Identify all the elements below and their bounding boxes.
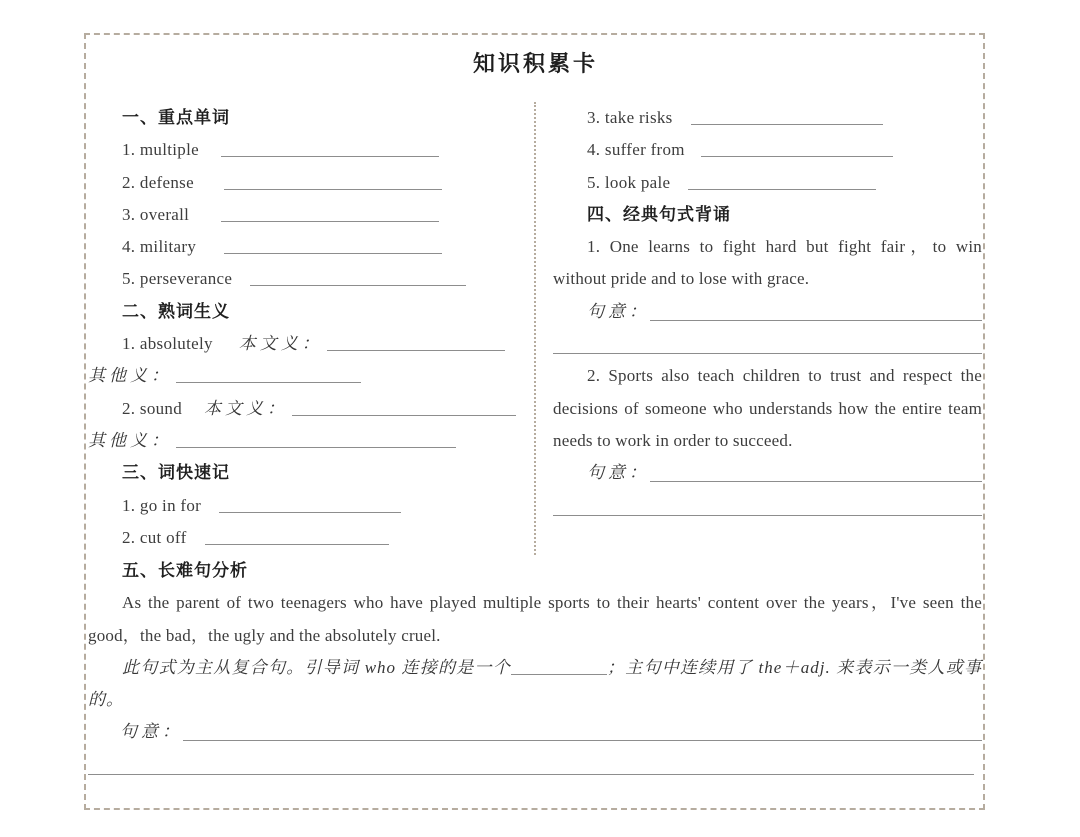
analysis-paragraph: [88, 652, 982, 717]
fill-blank: [221, 207, 439, 222]
fill-blank: [219, 498, 401, 513]
word-label: 1. multiple: [122, 140, 199, 160]
right-column: [534, 102, 983, 555]
fill-blank: [691, 110, 883, 125]
section-heading-long-sentence: [88, 555, 982, 587]
section-heading-label: 四、经典句式背诵: [587, 204, 731, 224]
extra-answer-row: [88, 749, 982, 781]
meaning-label: 句意：: [120, 722, 183, 742]
phrase-label: 3. take risks: [587, 108, 673, 127]
fill-blank-line: [553, 328, 982, 354]
polysemy-other: [88, 425, 534, 457]
this-text-label: 本文义：: [204, 398, 289, 418]
section-heading-label: 二、熟词生义: [122, 301, 230, 321]
fill-blank: [327, 336, 505, 351]
word-label: 1. absolutely: [122, 334, 213, 354]
other-meaning-label: 其他义：: [88, 430, 172, 450]
section-heading-key-words: [88, 102, 534, 134]
polysemy-item: [88, 328, 534, 360]
fill-blank-line: [88, 749, 974, 775]
section-heading-classic-sentences: [553, 199, 982, 231]
phrase-item: [553, 167, 982, 199]
section-heading-label: 一、重点单词: [122, 108, 230, 127]
word-item: [88, 134, 534, 166]
phrase-item: [88, 522, 534, 554]
long-sentence-analysis-section: [88, 555, 983, 781]
phrase-label: 4. suffer from: [587, 140, 685, 160]
analysis-suffix: ；主句中连续用了 the＋adj. 来表示一类人或事的。: [88, 657, 982, 710]
fill-blank: [250, 271, 466, 286]
fill-blank: [176, 433, 456, 448]
fill-blank-line: [650, 457, 982, 482]
this-text-label: 本文义：: [238, 334, 323, 354]
knowledge-card: [84, 33, 985, 810]
fill-blank: [701, 142, 893, 157]
other-meaning-label: 其他义：: [88, 366, 172, 386]
section-heading-polysemy: [88, 296, 534, 328]
two-column-area: [88, 102, 983, 555]
word-item: [88, 167, 534, 199]
section-heading-label: 三、词快速记: [122, 463, 230, 483]
word-item: [88, 263, 534, 295]
section-heading-word-chunks: [88, 457, 534, 489]
phrase-item: [553, 102, 982, 134]
fill-blank: [224, 175, 442, 190]
fill-blank: [688, 175, 876, 190]
word-label: 2. sound: [122, 398, 183, 418]
sentence-text: As the parent of two teenagers who have played multiple sports to their hearts' content over the years，I've seen the good，the bad，the ugly and the absolutely cruel.: [88, 593, 982, 645]
fill-blank-line: [553, 490, 982, 516]
meaning-label: 句意：: [587, 301, 650, 321]
classic-sentence-2: [553, 360, 982, 457]
polysemy-other: [88, 360, 534, 392]
meaning-label: 句意：: [587, 463, 650, 483]
extra-answer-row: [553, 328, 982, 360]
classic-sentence-1: [553, 231, 982, 296]
word-label: 3. overall: [122, 204, 190, 224]
word-label: 5. perseverance: [122, 269, 233, 289]
phrase-label: 1. go in for: [122, 495, 202, 515]
analyzed-sentence: [88, 587, 982, 652]
meaning-row: [553, 296, 982, 328]
phrase-label: 5. look pale: [587, 172, 671, 192]
meaning-row: [553, 457, 982, 489]
extra-answer-row: [553, 490, 982, 522]
section-heading-label: 五、长难句分析: [122, 561, 248, 580]
fill-blank: [224, 239, 442, 254]
fill-blank-line: [183, 716, 982, 741]
fill-blank: [511, 660, 607, 675]
word-label: 2. defense: [122, 172, 194, 192]
fill-blank: [176, 368, 361, 383]
analysis-prefix: 此句式为主从复合句。引导词 who 连接的是一个: [122, 657, 512, 677]
sentence-text: 1. One learns to fight hard but fight fair，to win without pride and to lose with grace.: [553, 237, 982, 289]
phrase-item: [553, 134, 982, 166]
meaning-row: [88, 716, 982, 748]
left-column: [88, 102, 534, 555]
polysemy-item: [88, 393, 534, 425]
phrase-label: 2. cut off: [122, 527, 187, 547]
fill-blank: [205, 530, 389, 545]
word-label: 4. military: [122, 237, 197, 257]
fill-blank: [221, 142, 439, 157]
word-item: [88, 199, 534, 231]
phrase-item: [88, 490, 534, 522]
sentence-text: 2. Sports also teach children to trust and respect the decisions of someone who understands how the entire team needs to work in order to succeed.: [553, 366, 982, 450]
fill-blank-line: [650, 296, 982, 321]
page-title: 知识积累卡: [472, 51, 598, 76]
word-item: [88, 231, 534, 263]
fill-blank: [292, 401, 516, 416]
